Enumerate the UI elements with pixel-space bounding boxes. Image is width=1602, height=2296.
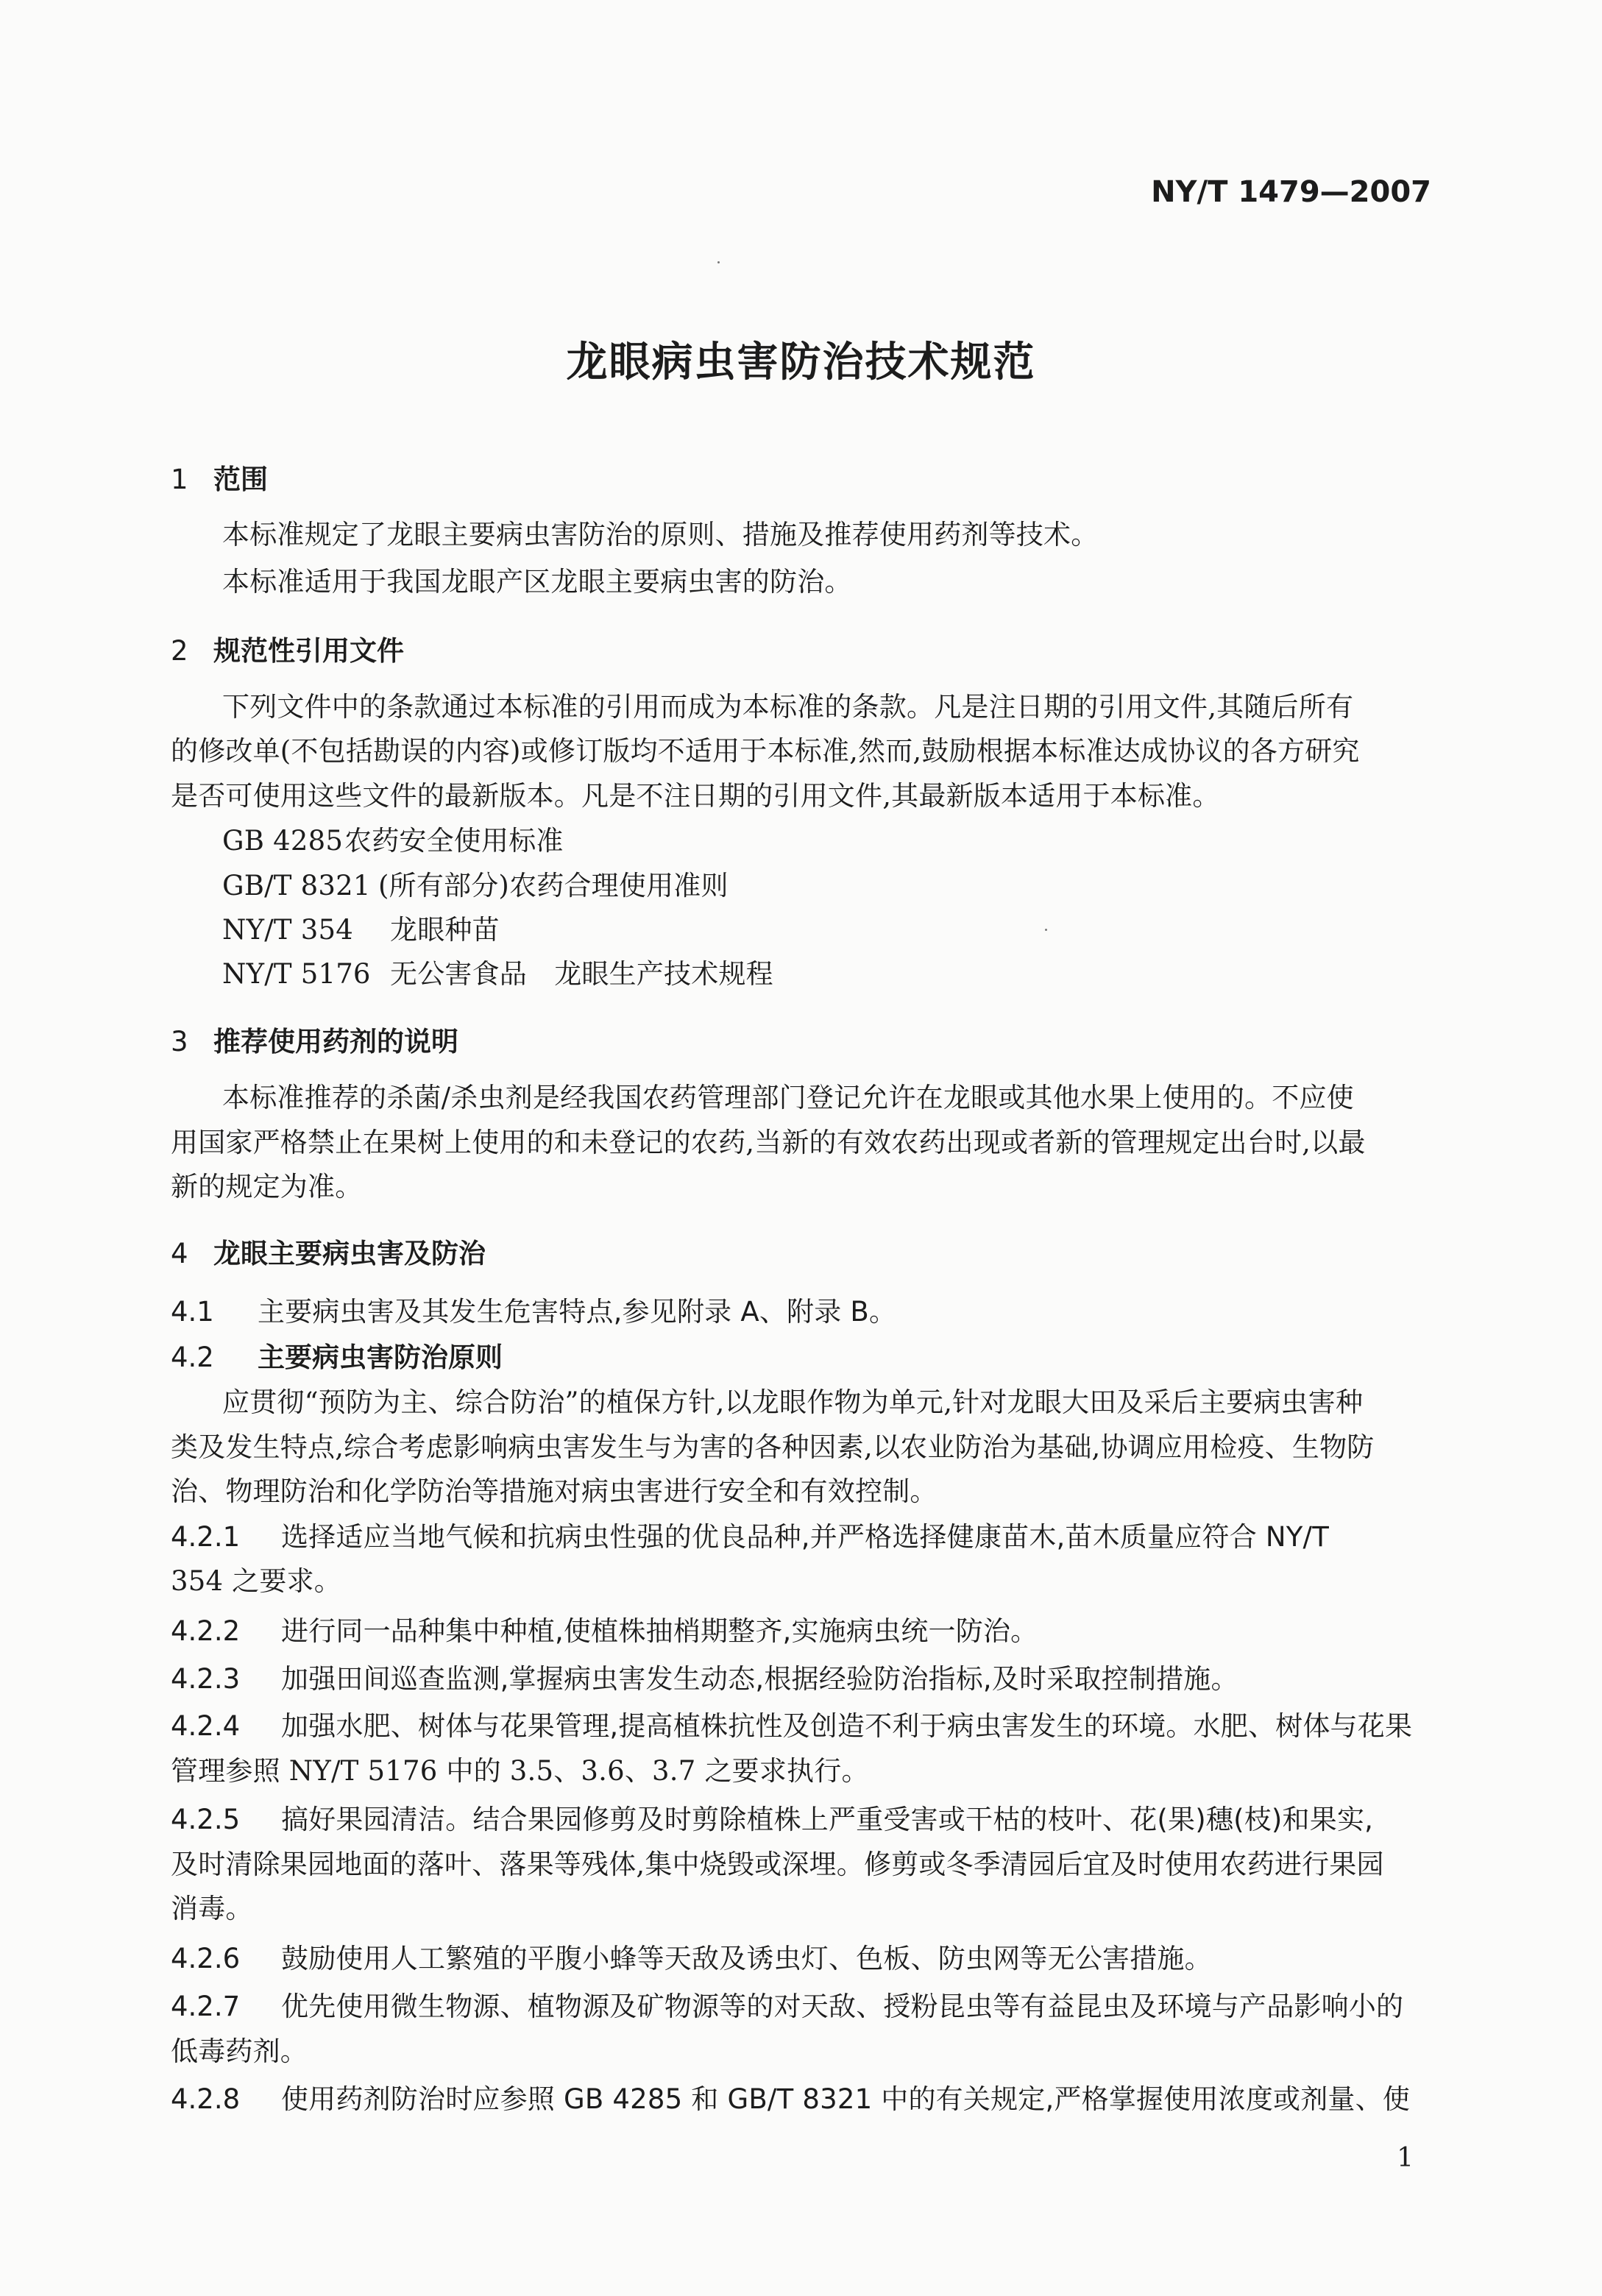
section-number: 4 <box>171 1238 188 1269</box>
clause-4-2-7 <box>171 1984 1403 2024</box>
reference-title: 龙眼种苗 <box>390 914 500 946</box>
reference-item <box>222 907 500 947</box>
subsection-title: 主要病虫害防治原则 <box>258 1342 503 1373</box>
reference-code: NY/T 354 <box>222 914 353 946</box>
clause-text: 优先使用微生物源、植物源及矿物源等的对天敌、授粉昆虫等有益昆虫及环境与产品影响小的 <box>281 1991 1404 2022</box>
clause-4-2-6 <box>171 1936 1212 1976</box>
paragraph-line: 新的规定为准。 <box>171 1171 363 1202</box>
subsection-number: 4.1 <box>171 1296 214 1328</box>
section-title: 推荐使用药剂的说明 <box>213 1026 458 1057</box>
reference-title: (所有部分)农药合理使用准则 <box>378 870 729 901</box>
clause-number: 4.2.5 <box>171 1804 241 1835</box>
reference-title: 农药安全使用标准 <box>344 825 564 857</box>
clause-text: 使用药剂防治时应参照 GB 4285 和 GB/T 8321 中的有关规定,严格掌握使用浓度或剂量、使 <box>281 2083 1411 2115</box>
clause-continuation: 354 之要求。 <box>171 1565 341 1597</box>
subsection-text: 主要病虫害及其发生危害特点,参见附录 A、附录 B。 <box>258 1296 897 1328</box>
section-number: 2 <box>171 635 188 667</box>
clause-4-2-5 <box>171 1797 1373 1837</box>
paragraph: 本标准规定了龙眼主要病虫害防治的原则、措施及推荐使用药剂等技术。 <box>222 519 1099 550</box>
clause-4-2-8 <box>171 2077 1410 2116</box>
clause-number: 4.2.2 <box>171 1615 241 1647</box>
section-heading <box>171 628 404 668</box>
paragraph-line: 下列文件中的条款通过本标准的引用而成为本标准的条款。凡是注日期的引用文件,其随后所有 <box>222 691 1354 723</box>
clause-text: 加强水肥、树体与花果管理,提高植株抗性及创造不利于病虫害发生的环境。水肥、树体与花果 <box>281 1710 1413 1742</box>
paragraph-line: 用国家严格禁止在果树上使用的和未登记的农药,当新的有效农药出现或者新的管理规定出台时,以最 <box>171 1127 1366 1158</box>
clause-4-2-4 <box>171 1704 1412 1743</box>
section-heading <box>171 457 268 497</box>
subsection-4-2 <box>171 1335 503 1375</box>
section-number: 3 <box>171 1026 188 1057</box>
clause-text: 进行同一品种集中种植,使植株抽梢期整齐,实施病虫统一防治。 <box>281 1615 1038 1647</box>
paragraph-line: 应贯彻“预防为主、综合防治”的植保方针,以龙眼作物为单元,针对龙眼大田及采后主要病虫害种 <box>222 1386 1364 1418</box>
standard-number: NY/T 1479—2007 <box>1151 175 1431 209</box>
scan-speck <box>1045 929 1047 931</box>
reference-item <box>222 952 773 991</box>
clause-continuation: 低毒药剂。 <box>171 2035 308 2067</box>
clause-text: 选择适应当地气候和抗病虫性强的优良品种,并严格选择健康苗木,苗木质量应符合 NY/T <box>281 1521 1330 1553</box>
clause-number: 4.2.8 <box>171 2083 241 2115</box>
clause-number: 4.2.1 <box>171 1521 241 1553</box>
clause-4-2-3 <box>171 1657 1238 1696</box>
paragraph-line: 是否可使用这些文件的最新版本。凡是不注日期的引用文件,其最新版本适用于本标准。 <box>171 780 1220 812</box>
clause-number: 4.2.3 <box>171 1663 241 1695</box>
clause-continuation: 消毒。 <box>171 1893 253 1924</box>
reference-item <box>222 818 564 858</box>
reference-title: 无公害食品 龙眼生产技术规程 <box>390 958 773 990</box>
reference-code: NY/T 5176 <box>222 958 371 990</box>
document-title: 龙眼病虫害防治技术规范 <box>566 339 1036 386</box>
section-number: 1 <box>171 464 188 495</box>
paragraph: 本标准适用于我国龙眼产区龙眼主要病虫害的防治。 <box>222 566 852 598</box>
page-number: 1 <box>1397 2143 1414 2173</box>
clause-4-2-1 <box>171 1514 1329 1554</box>
subsection-4-1 <box>171 1289 896 1329</box>
clause-text: 鼓励使用人工繁殖的平腹小蜂等天敌及诱虫灯、色板、防虫网等无公害措施。 <box>281 1943 1212 1974</box>
reference-code: GB/T 8321 <box>222 870 371 901</box>
paragraph-line: 本标准推荐的杀菌/杀虫剂是经我国农药管理部门登记允许在龙眼或其他水果上使用的。不应使 <box>222 1082 1354 1113</box>
clause-text: 搞好果园清洁。结合果园修剪及时剪除植株上严重受害或干枯的枝叶、花(果)穗(枝)和果实, <box>281 1804 1374 1835</box>
clause-continuation: 及时清除果园地面的落叶、落果等残体,集中烧毁或深埋。修剪或冬季清园后宜及时使用农药进行果园 <box>171 1849 1384 1880</box>
paragraph-line: 的修改单(不包括勘误的内容)或修订版均不适用于本标准,然而,鼓励根据本标准达成协议的各方研究 <box>171 735 1360 767</box>
section-heading <box>171 1019 458 1059</box>
clause-number: 4.2.6 <box>171 1943 241 1974</box>
reference-code: GB 4285 <box>222 825 344 857</box>
section-heading <box>171 1231 486 1271</box>
section-title: 规范性引用文件 <box>213 635 404 667</box>
subsection-number: 4.2 <box>171 1342 214 1373</box>
clause-number: 4.2.7 <box>171 1991 241 2022</box>
clause-continuation: 管理参照 NY/T 5176 中的 3.5、3.6、3.7 之要求执行。 <box>171 1755 869 1787</box>
section-title: 范围 <box>213 464 268 495</box>
clause-number: 4.2.4 <box>171 1710 241 1742</box>
scan-speck <box>717 261 720 263</box>
section-title: 龙眼主要病虫害及防治 <box>213 1238 486 1269</box>
paragraph-line: 治、物理防治和化学防治等措施对病虫害进行安全和有效控制。 <box>171 1475 938 1507</box>
reference-item <box>222 863 729 903</box>
paragraph-line: 类及发生特点,综合考虑影响病虫害发生与为害的各种因素,以农业防治为基础,协调应用检疫、生物防 <box>171 1431 1375 1463</box>
clause-text: 加强田间巡查监测,掌握病虫害发生动态,根据经验防治指标,及时采取控制措施。 <box>281 1663 1238 1695</box>
clause-4-2-2 <box>171 1609 1038 1648</box>
